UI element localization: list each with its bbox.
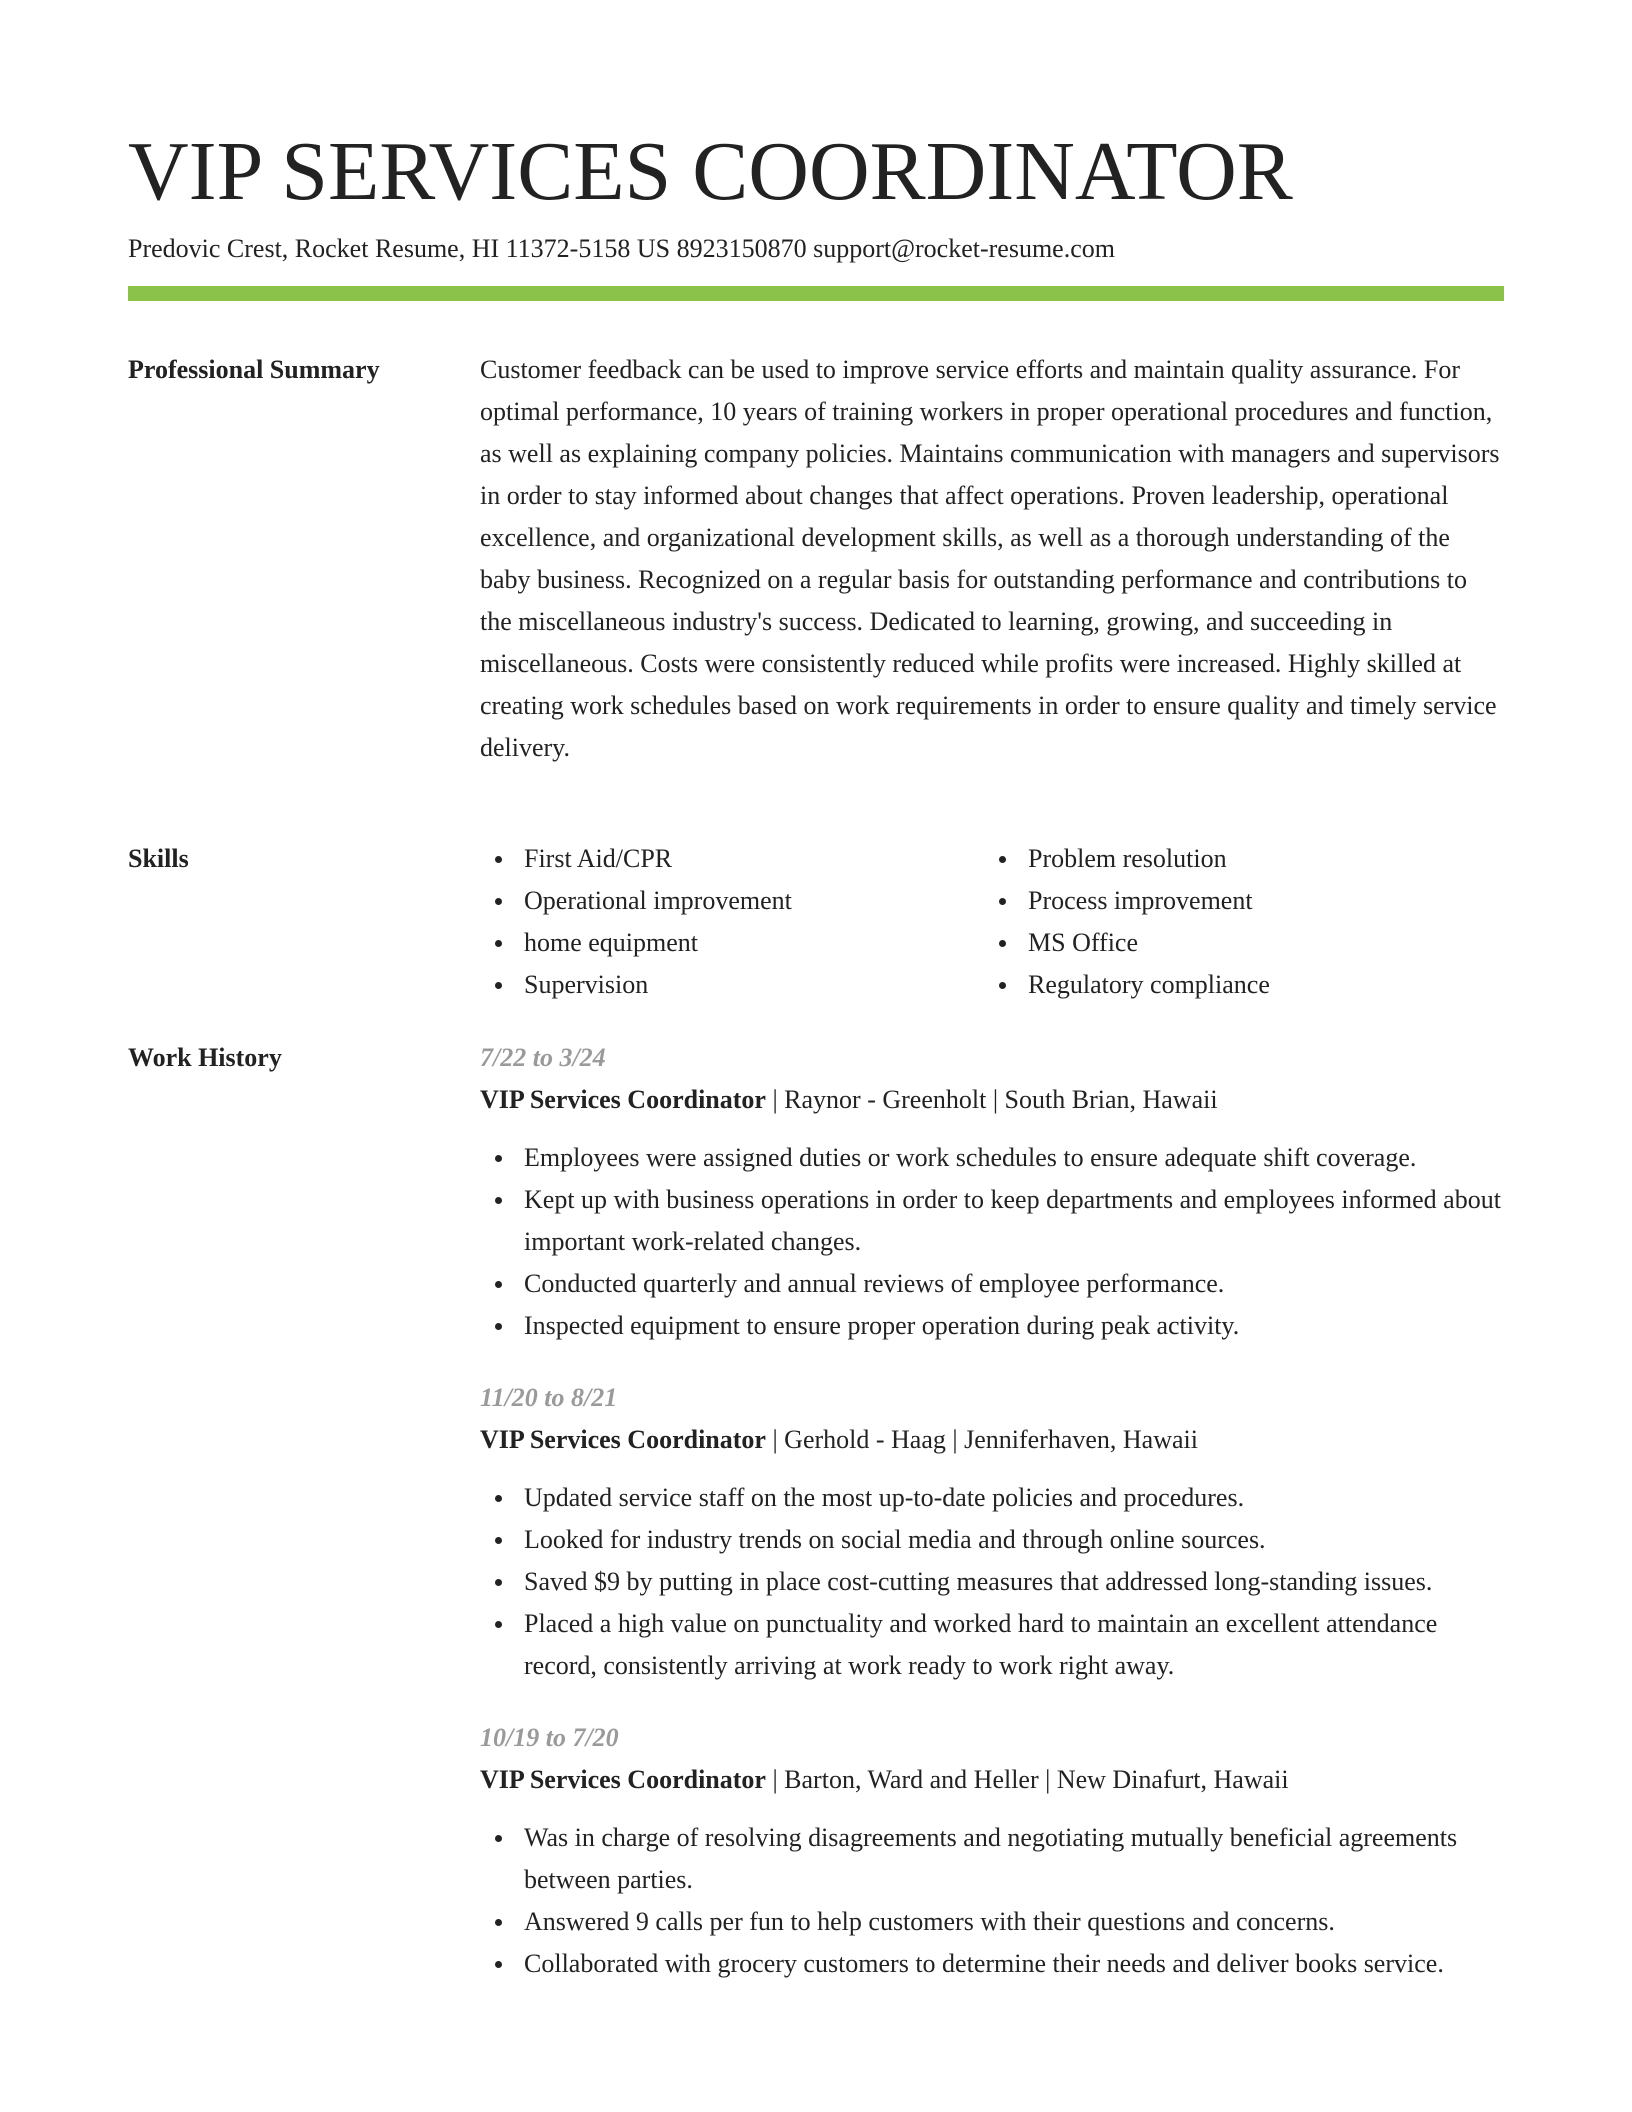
job-duty-item: Collaborated with grocery customers to determine their needs and deliver books service. — [480, 1943, 1504, 1985]
job-duty-item: Conducted quarterly and annual reviews of employee performance. — [480, 1263, 1504, 1305]
job-employer-location: | Raynor - Greenholt | South Brian, Hawaii — [765, 1085, 1218, 1114]
job-title: VIP Services Coordinator — [480, 1425, 766, 1454]
job-duty-item: Placed a high value on punctuality and worked hard to maintain an excellent attendance record, consistently arriving at work ready to work right away. — [480, 1603, 1504, 1687]
work-history-heading: Work History — [128, 1043, 282, 1072]
contact-line — [128, 232, 1115, 266]
skill-item: MS Office — [984, 922, 1488, 964]
job-duties-list — [480, 1137, 1504, 1347]
job-duty-item: Saved $9 by putting in place cost-cutting measures that addressed long-standing issues. — [480, 1561, 1504, 1603]
job-duties-list — [480, 1477, 1504, 1687]
job-duty-item: Kept up with business operations in order to keep departments and employees informed about important work-related changes. — [480, 1179, 1504, 1263]
skill-item: Problem resolution — [984, 838, 1488, 880]
job-employer-location: | Gerhold - Haag | Jenniferhaven, Hawaii — [765, 1425, 1198, 1454]
job-heading — [480, 1079, 1504, 1121]
job-duty-item: Employees were assigned duties or work schedules to ensure adequate shift coverage. — [480, 1137, 1504, 1179]
skill-item: Process improvement — [984, 880, 1488, 922]
skills-column-left — [480, 838, 984, 1006]
job-dates: 11/20 to 8/21 — [480, 1383, 618, 1412]
job-heading — [480, 1419, 1504, 1461]
job-title: VIP Services Coordinator — [480, 1765, 766, 1794]
contact-email[interactable]: support@rocket-resume.com — [813, 234, 1115, 263]
job-duty-item: Answered 9 calls per fun to help customers with their questions and concerns. — [480, 1901, 1504, 1943]
skill-item: Operational improvement — [480, 880, 984, 922]
resume-title: VIP SERVICES COORDINATOR — [128, 125, 1293, 218]
job-duty-item: Inspected equipment to ensure proper operation during peak activity. — [480, 1305, 1504, 1347]
skills-heading: Skills — [128, 844, 189, 873]
summary-heading: Professional Summary — [128, 355, 380, 384]
header-divider-bar — [128, 286, 1504, 301]
job-duty-item: Updated service staff on the most up-to-date policies and procedures. — [480, 1477, 1504, 1519]
job-dates: 10/19 to 7/20 — [480, 1723, 619, 1752]
contact-address: Predovic Crest, Rocket Resume, HI 11372-5158 US — [128, 234, 671, 263]
contact-phone: 8923150870 — [676, 234, 807, 263]
job-duties-list — [480, 1817, 1504, 1985]
summary-body — [480, 349, 1504, 769]
skill-item: home equipment — [480, 922, 984, 964]
skill-item: Regulatory compliance — [984, 964, 1488, 1006]
skills-grid — [480, 838, 1504, 1006]
summary-text: Customer feedback can be used to improve service efforts and maintain quality assurance. For optimal performance, 10 years of training workers in proper operational procedures and function, as well as explaining company policies. Maintains communication with managers and supervisors in order to stay informed about changes that affect operations. Proven leadership, operational excellence, and organizational development skills, as well as a thorough understanding of the baby business. Recognized on a regular basis for outstanding performance and contributions to the miscellaneous industry's success. Dedicated to learning, growing, and succeeding in miscellaneous. Costs were consistently reduced while profits were increased. Highly skilled at creating work schedules based on work requirements in order to ensure quality and timely service delivery. — [480, 355, 1500, 762]
skills-column-right — [984, 838, 1488, 1006]
job-dates: 7/22 to 3/24 — [480, 1043, 606, 1072]
work-history-body — [480, 1037, 1504, 2015]
job-duty-item: Was in charge of resolving disagreements and negotiating mutually beneficial agreements between parties. — [480, 1817, 1504, 1901]
job-entry — [480, 1717, 1504, 1985]
job-duty-item: Looked for industry trends on social media and through online sources. — [480, 1519, 1504, 1561]
job-entry — [480, 1377, 1504, 1687]
job-title: VIP Services Coordinator — [480, 1085, 766, 1114]
job-employer-location: | Barton, Ward and Heller | New Dinafurt, Hawaii — [765, 1765, 1289, 1794]
job-heading — [480, 1759, 1504, 1801]
job-entry — [480, 1037, 1504, 1347]
skill-item: Supervision — [480, 964, 984, 1006]
skill-item: First Aid/CPR — [480, 838, 984, 880]
